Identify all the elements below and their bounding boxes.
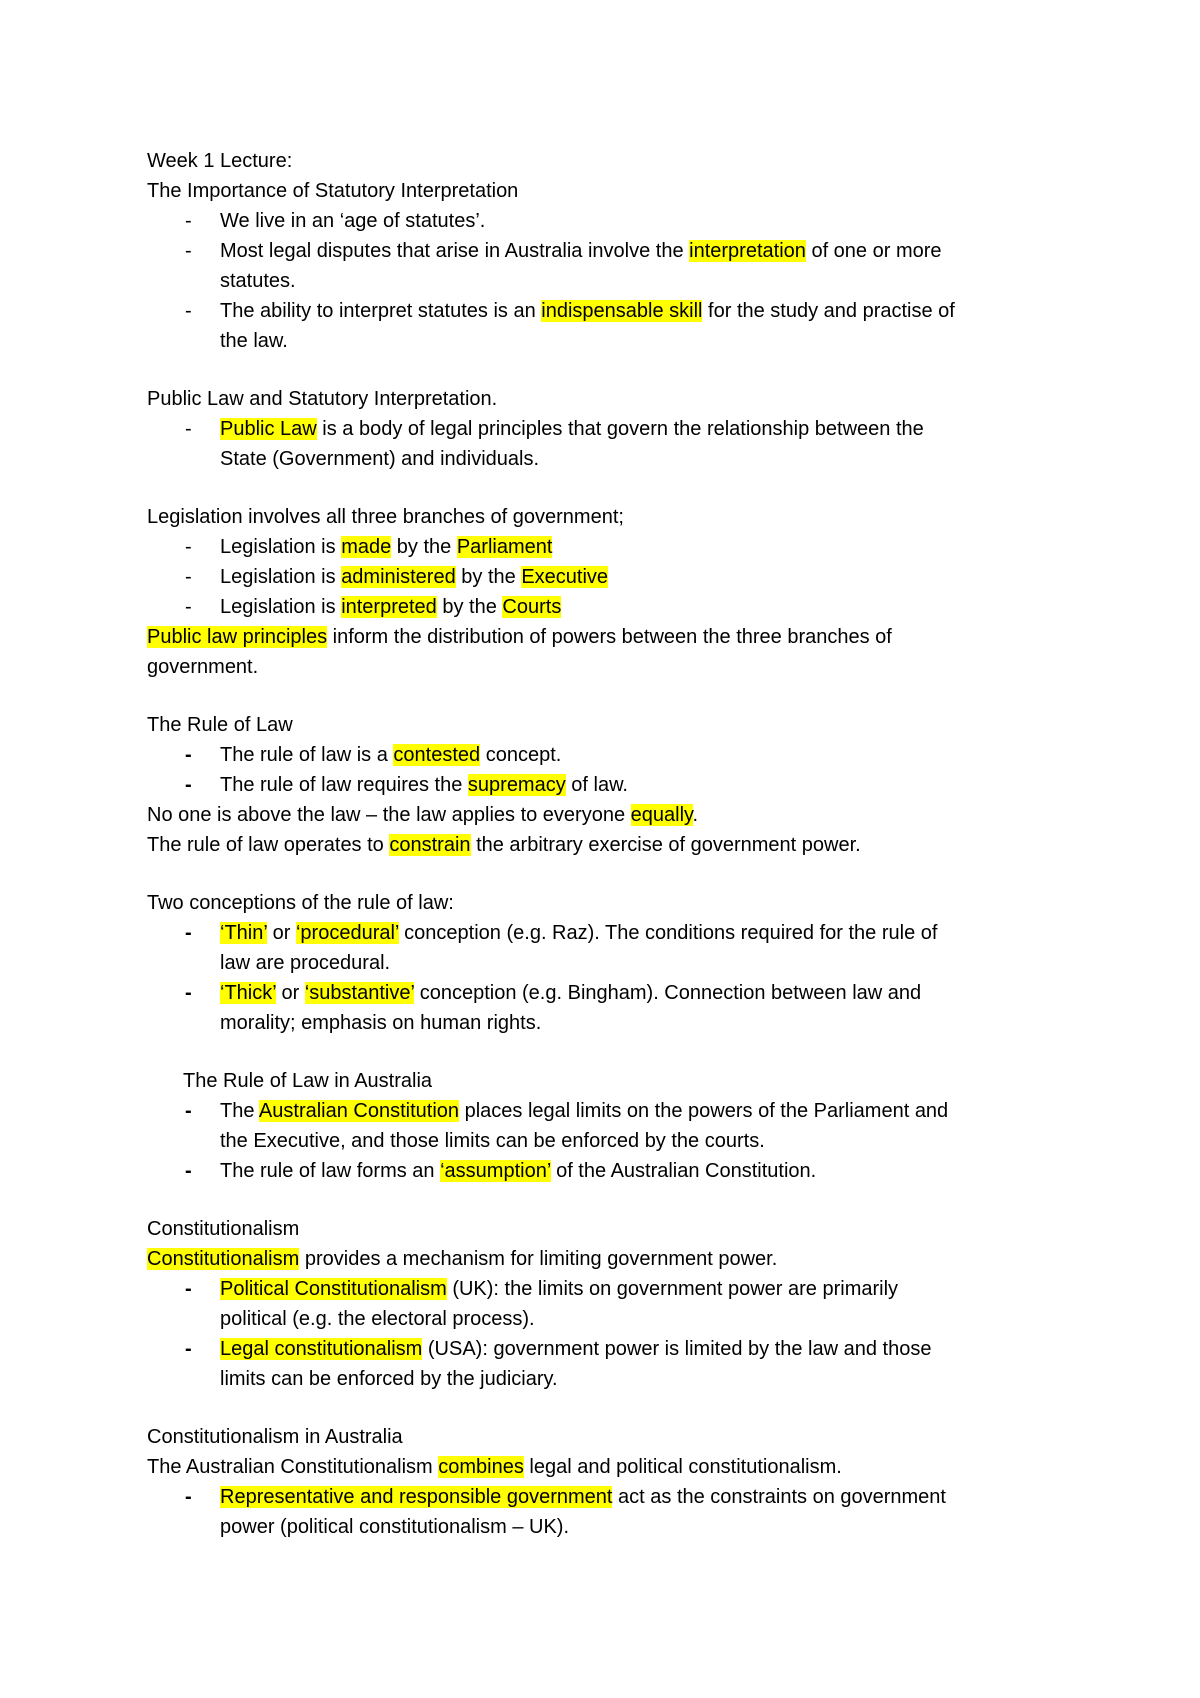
bullet-dash: - [185, 1278, 192, 1300]
bullet-dash: - [185, 1486, 192, 1508]
text-run: Legislation involves all three branches of government; [147, 506, 624, 528]
bullet-text-line [220, 1008, 1067, 1038]
text-run: statutes. [220, 270, 296, 292]
text-run: concept. [480, 744, 562, 766]
text-run: No one is above the law – the law applies to everyone [147, 804, 631, 826]
bullet-text-line [220, 918, 1067, 948]
text-run: places legal limits on the powers of the Parliament and [459, 1100, 949, 1122]
text-line [147, 888, 1067, 918]
highlighted-term: constrain [389, 834, 471, 856]
highlighted-term: Courts [502, 596, 562, 618]
text-line [147, 1244, 1067, 1274]
highlighted-term: Legal constitutionalism [220, 1338, 423, 1360]
text-line [147, 800, 1067, 830]
bullet-dash: - [185, 1160, 192, 1182]
bullet-item [147, 206, 1067, 236]
lecture-notes-document [147, 146, 1067, 1542]
text-run: The Australian Constitutionalism [147, 1456, 439, 1478]
highlighted-term: ‘Thick’ [220, 982, 276, 1004]
text-run: (UK): the limits on government power are primarily [446, 1278, 899, 1300]
bullet-text-line [220, 532, 1067, 562]
text-run: power (political constitutionalism – UK). [220, 1516, 570, 1538]
bullet-item [147, 296, 1067, 356]
text-run: The Importance of Statutory Interpretation [147, 180, 519, 202]
bullet-dash: - [185, 982, 192, 1004]
text-run: State (Government) and individuals. [220, 448, 540, 470]
paragraph-spacer [147, 860, 1067, 888]
text-line [147, 652, 1067, 682]
text-run: political (e.g. the electoral process). [220, 1308, 535, 1330]
bullet-text-line [220, 562, 1067, 592]
bullet-item [147, 1482, 1067, 1542]
highlighted-term: Parliament [456, 536, 553, 558]
text-line [147, 502, 1067, 532]
text-run: The [220, 1100, 259, 1122]
text-run: government. [147, 656, 259, 678]
bullet-text-line [220, 948, 1067, 978]
paragraph-spacer [147, 1038, 1067, 1066]
text-line [147, 146, 1067, 176]
text-run: by the [455, 566, 522, 588]
bullet-dash: - [185, 300, 192, 322]
paragraph-spacer [147, 682, 1067, 710]
text-line [147, 384, 1067, 414]
highlighted-term: Public Law [220, 418, 317, 440]
text-run: The Rule of Law [147, 714, 293, 736]
text-run: The Rule of Law in Australia [183, 1070, 433, 1092]
highlighted-term: contested [393, 744, 481, 766]
text-line [147, 1452, 1067, 1482]
bullet-text-line [220, 1304, 1067, 1334]
highlighted-term: ‘assumption’ [440, 1160, 551, 1182]
text-run: Legislation is [220, 536, 342, 558]
bullet-dash: - [185, 1100, 192, 1122]
bullet-text-line [220, 296, 1067, 326]
text-run: Public Law and Statutory Interpretation. [147, 388, 498, 410]
text-run: act as the constraints on government [612, 1486, 946, 1508]
highlighted-term: Executive [521, 566, 609, 588]
bullet-dash: - [185, 418, 192, 440]
paragraph-spacer [147, 356, 1067, 384]
bullet-text-line [220, 770, 1067, 800]
bullet-text-line [220, 1482, 1067, 1512]
text-run: Two conceptions of the rule of law: [147, 892, 454, 914]
text-run: . [692, 804, 699, 826]
text-run: by the [391, 536, 457, 558]
bullet-text-line [220, 592, 1067, 622]
bullet-item [147, 770, 1067, 800]
bullet-text-line [220, 978, 1067, 1008]
bullet-text-line [220, 1156, 1067, 1186]
text-run: inform the distribution of powers between the three branches of [327, 626, 892, 648]
text-run: the law. [220, 330, 288, 352]
text-line [147, 1066, 1067, 1096]
bullet-item [147, 1274, 1067, 1334]
bullet-dash: - [185, 922, 192, 944]
bullet-text-line [220, 266, 1067, 296]
text-run: morality; emphasis on human rights. [220, 1012, 542, 1034]
highlighted-term: interpreted [341, 596, 437, 618]
text-line [147, 176, 1067, 206]
text-run: The rule of law operates to [147, 834, 390, 856]
text-run: of one or more [805, 240, 942, 262]
text-line [147, 622, 1067, 652]
bullet-item [147, 978, 1067, 1038]
text-run: conception (e.g. Bingham). Connection between law and [414, 982, 922, 1004]
text-run: limits can be enforced by the judiciary. [220, 1368, 558, 1390]
text-run: the Executive, and those limits can be enforced by the courts. [220, 1130, 765, 1152]
highlighted-term: Representative and responsible government [220, 1486, 613, 1508]
bullet-dash: - [185, 566, 192, 588]
text-run: or [267, 922, 296, 944]
text-run: The ability to interpret statutes is an [220, 300, 542, 322]
text-run: The rule of law is a [220, 744, 394, 766]
text-run: the arbitrary exercise of government power. [470, 834, 861, 856]
text-run: Constitutionalism [147, 1218, 300, 1240]
text-run: (USA): government power is limited by the law and those [422, 1338, 932, 1360]
bullet-item [147, 1334, 1067, 1394]
text-line [147, 710, 1067, 740]
highlighted-term: Australian Constitution [258, 1100, 460, 1122]
bullet-item [147, 740, 1067, 770]
highlighted-term: ‘Thin’ [220, 922, 268, 944]
bullet-dash: - [185, 536, 192, 558]
text-run: provides a mechanism for limiting government power. [299, 1248, 778, 1270]
text-line [147, 1422, 1067, 1452]
text-run: for the study and practise of [702, 300, 955, 322]
highlighted-term: ‘procedural’ [295, 922, 399, 944]
bullet-item [147, 236, 1067, 296]
bullet-text-line [220, 326, 1067, 356]
text-run: The rule of law forms an [220, 1160, 441, 1182]
bullet-text-line [220, 414, 1067, 444]
bullet-item [147, 918, 1067, 978]
highlighted-term: indispensable skill [541, 300, 703, 322]
bullet-text-line [220, 206, 1067, 236]
bullet-item [147, 1156, 1067, 1186]
bullet-text-line [220, 1096, 1067, 1126]
text-run: legal and political constitutionalism. [523, 1456, 842, 1478]
highlighted-term: administered [341, 566, 456, 588]
text-run: We live in an ‘age of statutes’. [220, 210, 486, 232]
bullet-text-line [220, 1334, 1067, 1364]
bullet-dash: - [185, 210, 192, 232]
text-run: Most legal disputes that arise in Australia involve the [220, 240, 690, 262]
bullet-text-line [220, 1274, 1067, 1304]
highlighted-term: combines [438, 1456, 524, 1478]
bullet-dash: - [185, 596, 192, 618]
text-run: or [275, 982, 305, 1004]
bullet-text-line [220, 1126, 1067, 1156]
text-run: of the Australian Constitution. [550, 1160, 817, 1182]
bullet-text-line [220, 444, 1067, 474]
paragraph-spacer [147, 1186, 1067, 1214]
bullet-text-line [220, 1364, 1067, 1394]
bullet-dash: - [185, 1338, 192, 1360]
bullet-dash: - [185, 774, 192, 796]
highlighted-term: supremacy [467, 774, 566, 796]
bullet-text-line [220, 740, 1067, 770]
text-line [147, 830, 1067, 860]
bullet-item [147, 532, 1067, 562]
text-run: is a body of legal principles that govern the relationship between the [316, 418, 924, 440]
text-run: Legislation is [220, 566, 342, 588]
bullet-dash: - [185, 744, 192, 766]
bullet-item [147, 1096, 1067, 1156]
highlighted-term: ‘substantive’ [304, 982, 415, 1004]
bullet-item [147, 592, 1067, 622]
text-run: by the [436, 596, 503, 618]
highlighted-term: equally [630, 804, 693, 826]
highlighted-term: interpretation [689, 240, 806, 262]
highlighted-term: Public law principles [147, 626, 328, 648]
bullet-item [147, 562, 1067, 592]
bullet-text-line [220, 1512, 1067, 1542]
highlighted-term: made [341, 536, 392, 558]
text-run: conception (e.g. Raz). The conditions required for the rule of [398, 922, 938, 944]
highlighted-term: Constitutionalism [147, 1248, 300, 1270]
text-run: Constitutionalism in Australia [147, 1426, 403, 1448]
text-run: law are procedural. [220, 952, 391, 974]
text-run: of law. [565, 774, 628, 796]
paragraph-spacer [147, 474, 1067, 502]
bullet-item [147, 414, 1067, 474]
text-line [147, 1214, 1067, 1244]
text-run: Legislation is [220, 596, 342, 618]
paragraph-spacer [147, 1394, 1067, 1422]
bullet-dash: - [185, 240, 192, 262]
bullet-text-line [220, 236, 1067, 266]
text-run: The rule of law requires the [220, 774, 468, 796]
highlighted-term: Political Constitutionalism [220, 1278, 447, 1300]
text-run: Week 1 Lecture: [147, 150, 293, 172]
